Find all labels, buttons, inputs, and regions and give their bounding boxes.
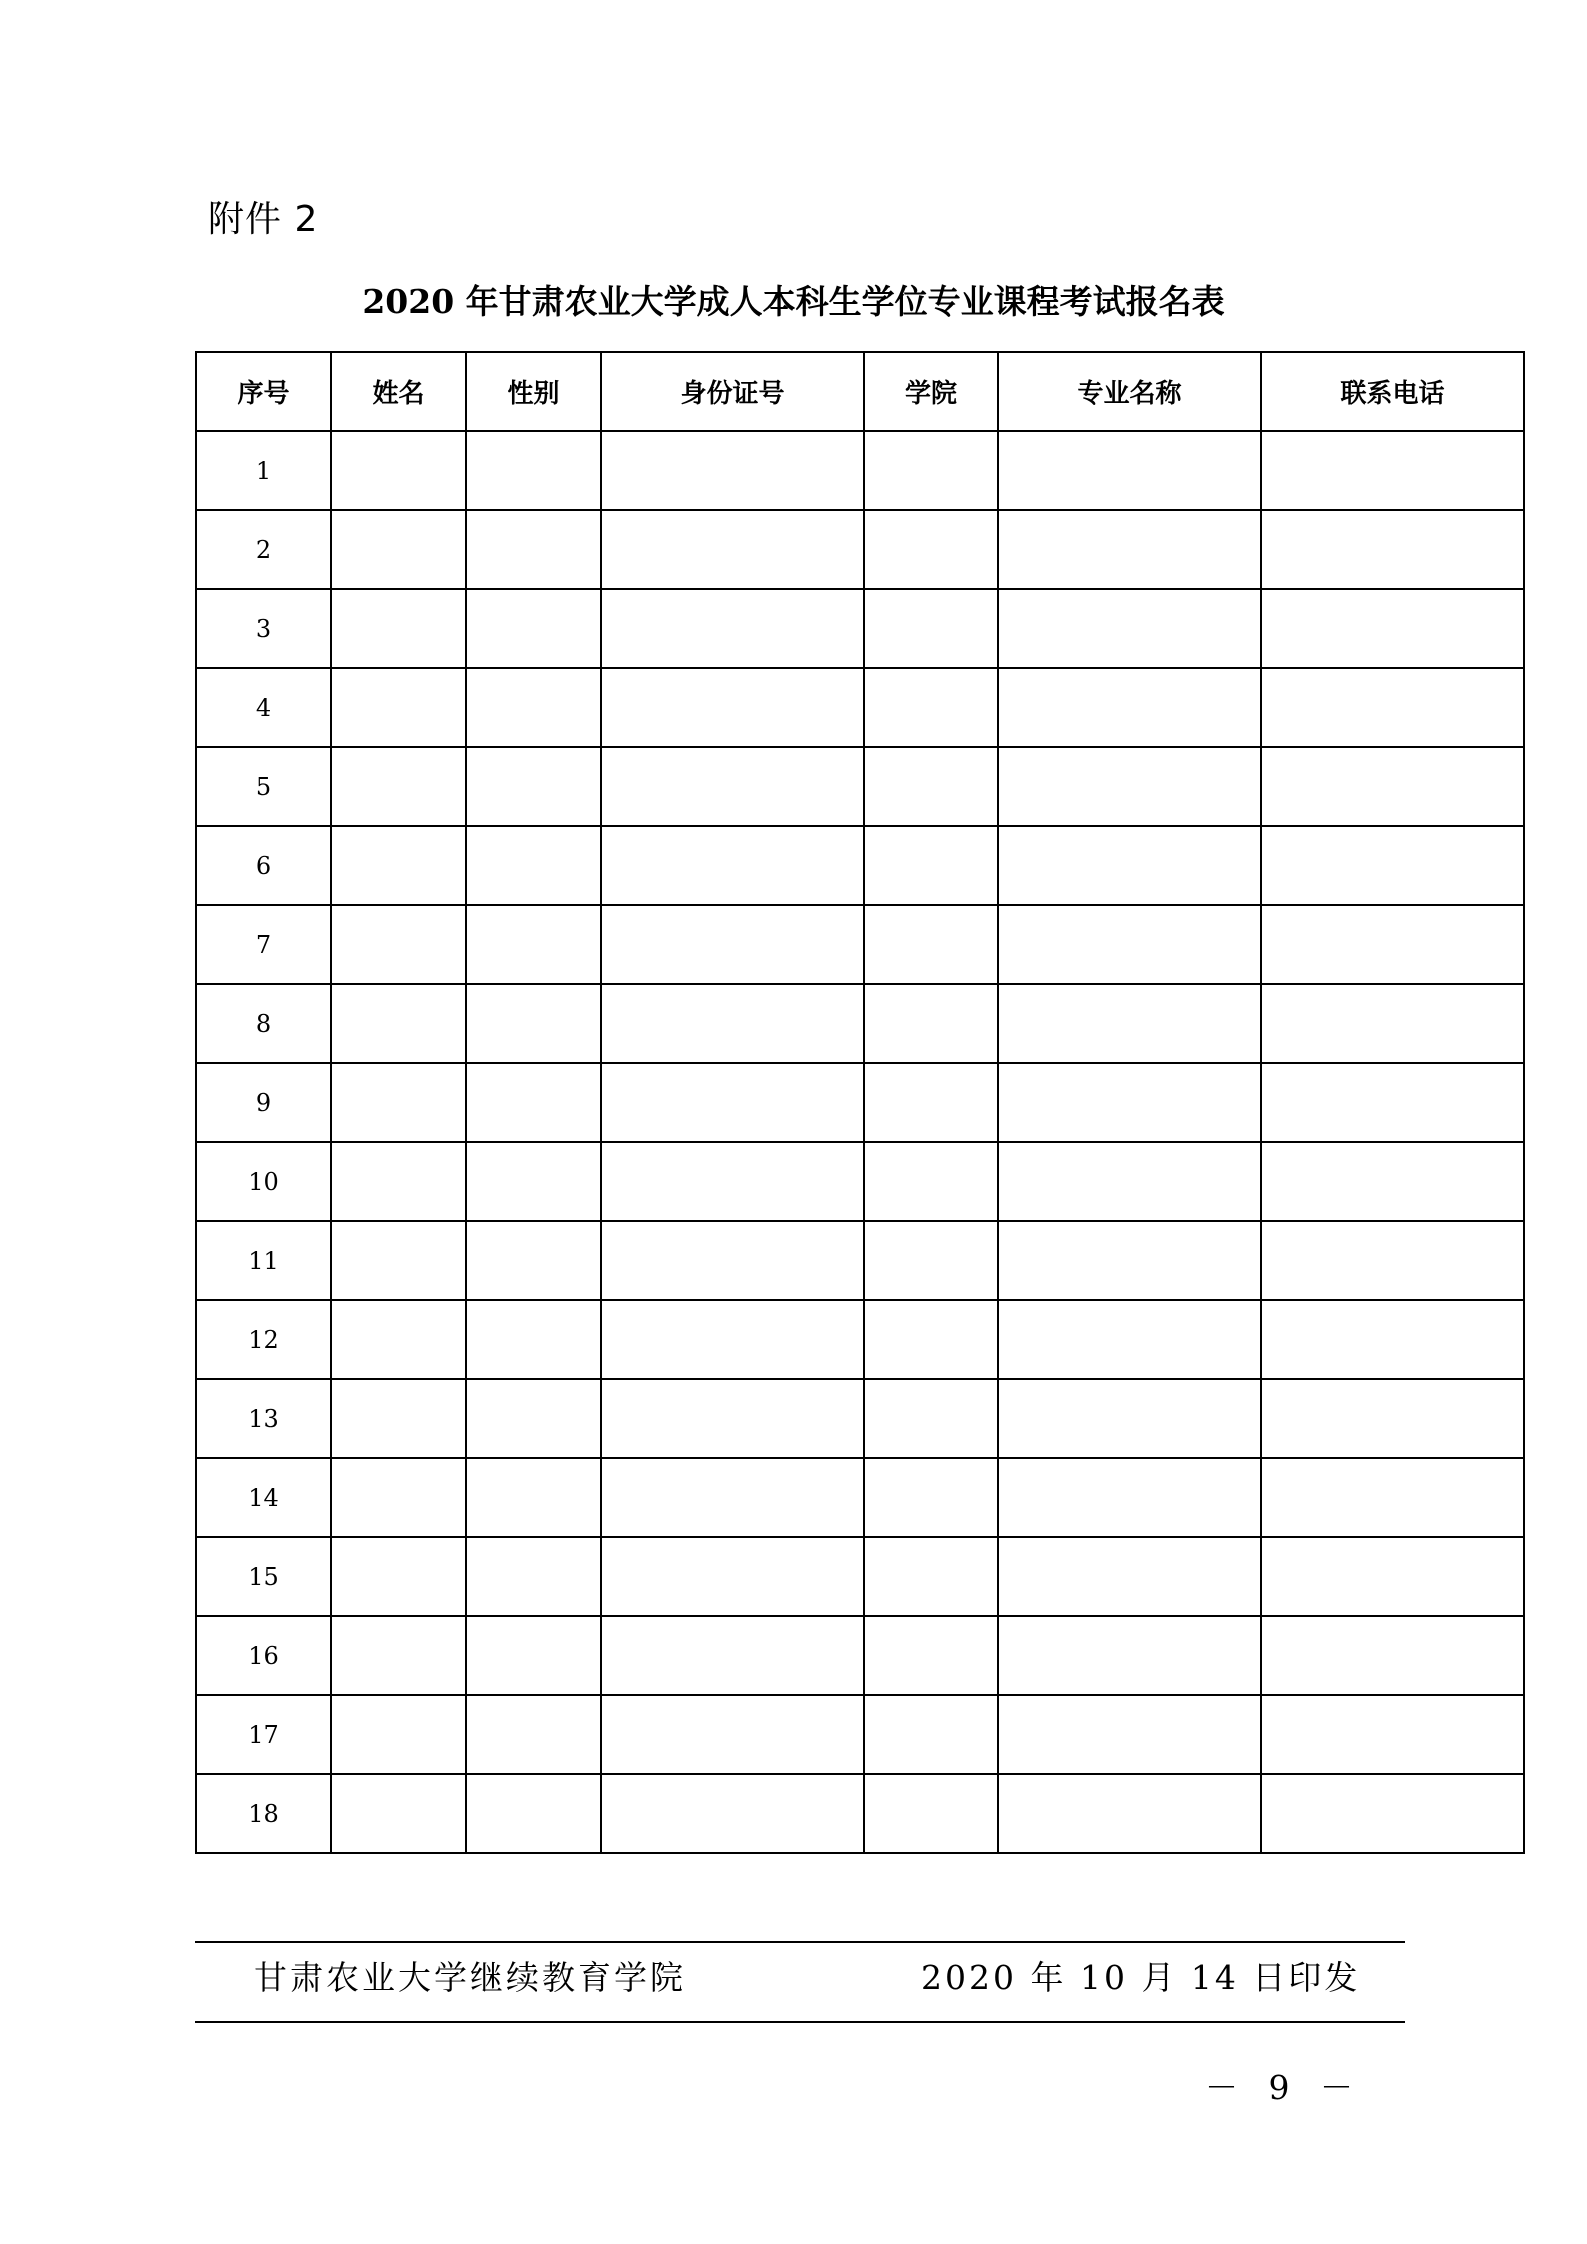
cell-gender: [466, 1695, 601, 1774]
cell-gender: [466, 826, 601, 905]
cell-college: [864, 1300, 998, 1379]
cell-id-number: [601, 1458, 864, 1537]
cell-index: 4: [196, 668, 331, 747]
table-row: [196, 431, 1524, 510]
table-row: [196, 1695, 1524, 1774]
cell-phone: [1261, 1458, 1524, 1537]
cell-gender: [466, 1458, 601, 1537]
cell-major: [998, 1142, 1261, 1221]
cell-id-number: [601, 1537, 864, 1616]
table-row: [196, 826, 1524, 905]
cell-name: [331, 589, 466, 668]
cell-index: 5: [196, 747, 331, 826]
column-header-major: 专业名称: [998, 352, 1261, 431]
cell-major: [998, 1537, 1261, 1616]
cell-index: 17: [196, 1695, 331, 1774]
cell-college: [864, 510, 998, 589]
cell-phone: [1261, 1537, 1524, 1616]
table-row: [196, 1063, 1524, 1142]
cell-phone: [1261, 431, 1524, 510]
cell-gender: [466, 747, 601, 826]
cell-phone: [1261, 1695, 1524, 1774]
cell-major: [998, 1616, 1261, 1695]
cell-phone: [1261, 826, 1524, 905]
cell-college: [864, 431, 998, 510]
cell-major: [998, 1300, 1261, 1379]
cell-id-number: [601, 1695, 864, 1774]
cell-major: [998, 1774, 1261, 1853]
page-number: － 9 －: [1205, 2068, 1363, 2107]
cell-major: [998, 1221, 1261, 1300]
cell-phone: [1261, 668, 1524, 747]
cell-index: 8: [196, 984, 331, 1063]
issue-date: 2020 年 10 月 14 日印发: [921, 1958, 1361, 1997]
cell-phone: [1261, 589, 1524, 668]
cell-name: [331, 1774, 466, 1853]
cell-index: 1: [196, 431, 331, 510]
cell-index: 15: [196, 1537, 331, 1616]
cell-name: [331, 1300, 466, 1379]
issuing-organization: 甘肃农业大学继续教育学院: [254, 1958, 686, 1997]
footer-top-rule: [195, 1941, 1405, 1943]
cell-id-number: [601, 1774, 864, 1853]
cell-id-number: [601, 431, 864, 510]
table-row: [196, 905, 1524, 984]
cell-gender: [466, 1774, 601, 1853]
cell-major: [998, 510, 1261, 589]
cell-major: [998, 1063, 1261, 1142]
cell-major: [998, 747, 1261, 826]
cell-college: [864, 1221, 998, 1300]
cell-college: [864, 1774, 998, 1853]
cell-phone: [1261, 1221, 1524, 1300]
cell-id-number: [601, 1142, 864, 1221]
cell-index: 14: [196, 1458, 331, 1537]
cell-id-number: [601, 1063, 864, 1142]
cell-college: [864, 589, 998, 668]
cell-name: [331, 1063, 466, 1142]
cell-major: [998, 1458, 1261, 1537]
cell-gender: [466, 589, 601, 668]
cell-id-number: [601, 747, 864, 826]
table-row: [196, 747, 1524, 826]
cell-id-number: [601, 1616, 864, 1695]
cell-name: [331, 826, 466, 905]
cell-college: [864, 1695, 998, 1774]
cell-phone: [1261, 1063, 1524, 1142]
table-header-row: [196, 352, 1524, 431]
cell-college: [864, 1142, 998, 1221]
cell-phone: [1261, 1300, 1524, 1379]
table-row: [196, 1379, 1524, 1458]
column-header-name: 姓名: [331, 352, 466, 431]
cell-index: 10: [196, 1142, 331, 1221]
cell-major: [998, 589, 1261, 668]
cell-college: [864, 1063, 998, 1142]
table-row: [196, 1537, 1524, 1616]
cell-index: 11: [196, 1221, 331, 1300]
cell-phone: [1261, 747, 1524, 826]
cell-major: [998, 668, 1261, 747]
cell-id-number: [601, 984, 864, 1063]
cell-name: [331, 1616, 466, 1695]
table-row: [196, 589, 1524, 668]
cell-college: [864, 984, 998, 1063]
cell-id-number: [601, 905, 864, 984]
cell-name: [331, 747, 466, 826]
cell-name: [331, 1142, 466, 1221]
cell-name: [331, 905, 466, 984]
cell-gender: [466, 905, 601, 984]
cell-name: [331, 1221, 466, 1300]
cell-name: [331, 668, 466, 747]
cell-gender: [466, 1142, 601, 1221]
cell-index: 12: [196, 1300, 331, 1379]
column-header-gender: 性别: [466, 352, 601, 431]
cell-phone: [1261, 1774, 1524, 1853]
column-header-id-number: 身份证号: [601, 352, 864, 431]
cell-phone: [1261, 1379, 1524, 1458]
cell-id-number: [601, 510, 864, 589]
cell-gender: [466, 1379, 601, 1458]
table-row: [196, 1774, 1524, 1853]
cell-college: [864, 1379, 998, 1458]
table-row: [196, 510, 1524, 589]
cell-major: [998, 1695, 1261, 1774]
cell-index: 18: [196, 1774, 331, 1853]
cell-gender: [466, 668, 601, 747]
cell-name: [331, 431, 466, 510]
cell-gender: [466, 1300, 601, 1379]
footer-bottom-rule: [195, 2021, 1405, 2023]
cell-major: [998, 431, 1261, 510]
table-row: [196, 1458, 1524, 1537]
cell-id-number: [601, 1300, 864, 1379]
cell-phone: [1261, 905, 1524, 984]
table-row: [196, 1616, 1524, 1695]
cell-id-number: [601, 668, 864, 747]
table-row: [196, 984, 1524, 1063]
cell-major: [998, 905, 1261, 984]
table-row: [196, 1221, 1524, 1300]
column-header-phone: 联系电话: [1261, 352, 1524, 431]
table-row: [196, 668, 1524, 747]
cell-index: 6: [196, 826, 331, 905]
column-header-college: 学院: [864, 352, 998, 431]
cell-major: [998, 826, 1261, 905]
cell-index: 13: [196, 1379, 331, 1458]
cell-phone: [1261, 1616, 1524, 1695]
cell-index: 7: [196, 905, 331, 984]
cell-phone: [1261, 510, 1524, 589]
cell-major: [998, 1379, 1261, 1458]
cell-name: [331, 510, 466, 589]
cell-gender: [466, 1063, 601, 1142]
cell-college: [864, 668, 998, 747]
cell-id-number: [601, 826, 864, 905]
cell-gender: [466, 510, 601, 589]
cell-name: [331, 1537, 466, 1616]
table-row: [196, 1142, 1524, 1221]
cell-college: [864, 747, 998, 826]
cell-id-number: [601, 589, 864, 668]
cell-index: 9: [196, 1063, 331, 1142]
cell-gender: [466, 984, 601, 1063]
cell-major: [998, 984, 1261, 1063]
cell-name: [331, 1695, 466, 1774]
registration-table: [195, 351, 1525, 1854]
cell-index: 3: [196, 589, 331, 668]
cell-college: [864, 826, 998, 905]
cell-name: [331, 984, 466, 1063]
cell-index: 16: [196, 1616, 331, 1695]
cell-index: 2: [196, 510, 331, 589]
table-row: [196, 1300, 1524, 1379]
cell-gender: [466, 431, 601, 510]
cell-gender: [466, 1616, 601, 1695]
cell-phone: [1261, 1142, 1524, 1221]
cell-college: [864, 1537, 998, 1616]
cell-college: [864, 1616, 998, 1695]
column-header-index: 序号: [196, 352, 331, 431]
cell-id-number: [601, 1379, 864, 1458]
cell-id-number: [601, 1221, 864, 1300]
cell-phone: [1261, 984, 1524, 1063]
cell-gender: [466, 1221, 601, 1300]
cell-gender: [466, 1537, 601, 1616]
cell-name: [331, 1379, 466, 1458]
cell-college: [864, 905, 998, 984]
cell-college: [864, 1458, 998, 1537]
cell-name: [331, 1458, 466, 1537]
attachment-label: 附件 2: [208, 199, 319, 240]
table-body: [196, 431, 1524, 1853]
document-title: 2020 年甘肃农业大学成人本科生学位专业课程考试报名表: [362, 282, 1225, 321]
